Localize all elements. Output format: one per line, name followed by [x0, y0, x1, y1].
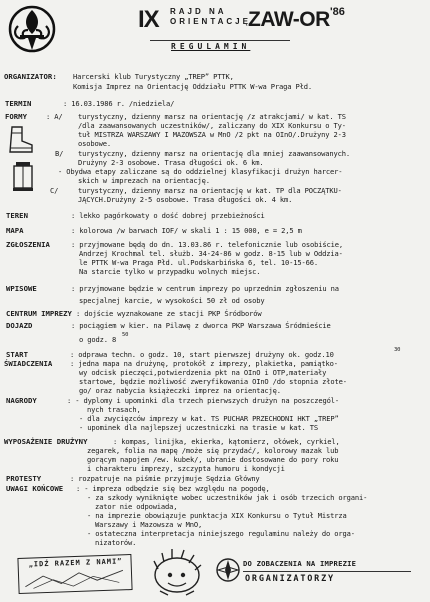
- equipment-line: gorącym napojem /ew. kubek/, ubranie dostosowane do pory roku: [87, 455, 339, 464]
- final-remark: Warszawy i Mazowsza w MnO,: [95, 520, 203, 529]
- benefits-line: : jedna mapa na drużynę, protokół z imprezy, plakietka, pamiątko-: [70, 359, 338, 368]
- classification-note: skich w imprezach na orientację.: [78, 176, 210, 185]
- start-line: : odprawa techn. o godz. 10, start pierwszej drużyny ok. godz.10: [70, 350, 334, 359]
- final-remarks-label: UWAGI KOŃCOWE: [6, 484, 64, 493]
- closing-signature: ORGANIZATORZY: [245, 574, 335, 584]
- equipment-label: WYPOSAŻENIE DRUŻYNY: [4, 437, 88, 446]
- prizes-line: - dla zwycięzców imprezy w kat. TS PUCHAR PRZECHODNI HKT „TREP”: [79, 414, 339, 423]
- map-value: : kolorowa /w barwach IOF/ w skali 1 : 15 000, e = 2,5 m: [71, 226, 302, 235]
- compass-rose-icon: [215, 557, 241, 583]
- date-value: : 16.03.1986 r. /niedziela/: [63, 99, 175, 108]
- lantern-icon: [10, 160, 36, 192]
- benefits-line: wy odcisk pieczęci,potwierdzenia pkt na OInO i OTP,materiały: [79, 368, 327, 377]
- form-a-line: turystyczny, dzienny marsz na orientację /z atrakcjami/ w kat. TS: [78, 112, 346, 121]
- organizer-line: Harcerski klub Turystyczny „TREP” PTTK,: [73, 72, 234, 81]
- fee-label: WPISOWE: [6, 284, 37, 293]
- event-title: ZAW-OR: [248, 8, 330, 31]
- event-center-value: : dojście wyznakowane ze stacji PKP Śródborów: [76, 309, 262, 318]
- boot-icon: [8, 125, 36, 155]
- final-remark: zator nie odpowiada,: [95, 502, 178, 511]
- form-a-line: tuł MISTRZA WARSZAWY I MAZOWSZA w MnO /2 pkt na OInO/.Drużyny 2-3: [78, 130, 346, 139]
- document-title: REGULAMIN: [171, 42, 251, 51]
- organizer-label: ORGANIZATOR:: [4, 72, 57, 81]
- benefits-line: go/ oraz nabycia książeczki imprez na orientację.: [79, 386, 281, 395]
- event-center-label: CENTRUM IMPREZY: [6, 309, 72, 318]
- fee-line: specjalnej karcie, w wysokości 50 zł od osoby: [79, 296, 265, 305]
- slogan-stamp: [17, 554, 132, 594]
- form-b-marker: B/: [55, 149, 64, 158]
- form-c-line: turystyczny, dzienny marsz na orientację w kat. TP dla POCZĄTKU-: [78, 186, 342, 195]
- forms-label: FORMY: [5, 112, 27, 121]
- map-sketch-icon: [23, 567, 128, 591]
- fee-line: : przyjmowane będzie w centrum imprezy po uprzednim zgłoszeniu na: [71, 284, 339, 293]
- mascot-hedgehog-icon: [150, 545, 204, 597]
- classification-note: - Obydwa etapy zaliczane są do oddzielnej klasyfikacji drużyn harcer-: [58, 167, 343, 176]
- transport-time: o godz. 8: [79, 335, 117, 344]
- closing-rule: [243, 571, 411, 572]
- start-time-minutes: 30: [394, 347, 401, 353]
- slogan-text: „IDŹ RAZEM Z NAMI”: [28, 557, 123, 569]
- form-a-marker: : A/: [46, 112, 63, 121]
- registration-line: le PTTK W-wa Praga Płd. ul.Podskarbińska 6, tel. 10-15-66.: [79, 258, 319, 267]
- prizes-label: NAGRODY: [6, 396, 37, 405]
- prizes-line: - upominek dla najlepszej uczestniczki na trasie w kat. TS: [79, 423, 319, 432]
- registration-line: Andrzej Krochmal tel. służb. 34-24-86 w godz. 8-15 lub w Oddzia-: [79, 249, 343, 258]
- fleur-de-lis-logo-icon: [6, 4, 58, 54]
- equipment-line: : kompas, linijka, ekierka, kątomierz, ołówek, cyrkiel,: [113, 437, 340, 446]
- closing-greeting: DO ZOBACZENIA NA IMPREZIE: [243, 559, 357, 568]
- transport-line: : pociągiem w kier. na Pilawę z dworca PKP Warszawa Śródmieście: [71, 321, 331, 330]
- protests-value: : rozpatruje na piśmie przyjmuje Sędzia Główny: [70, 474, 260, 483]
- rally-word: RAJD NA: [170, 7, 227, 16]
- protests-label: PROTESTY: [6, 474, 42, 483]
- registration-line: Na starcie tylko w przypadku wolnych miejsc.: [79, 267, 261, 276]
- prizes-line: : - dyplomy i upominki dla trzech pierwszych drużyn na poszczegól-: [67, 396, 339, 405]
- equipment-line: i charakteru imprezy, szczypta humoru i kondycji: [87, 464, 285, 473]
- edition-number: IX: [138, 6, 159, 33]
- terrain-value: : lekko pagórkowaty o dość dobrej przebieżności: [71, 211, 265, 220]
- final-remark: nizatorów.: [95, 538, 137, 547]
- benefits-label: ŚWIADCZENIA: [4, 359, 53, 368]
- title-rule: [150, 40, 290, 41]
- final-remark: - na imprezie obowiązuje punktacja XIX Konkursu o Tytuł Mistrza: [87, 511, 347, 520]
- terrain-label: TEREN: [6, 211, 28, 220]
- form-a-line: osobowe.: [78, 139, 111, 148]
- scout-emblem: [6, 4, 58, 54]
- registration-line: : przyjmowane będą do dn. 13.03.86 r. telefonicznie lub osobiście,: [71, 240, 343, 249]
- form-b-line: Drużyny 2-3 osobowe. Trasa długości ok. 6 km.: [78, 158, 264, 167]
- registration-label: ZGŁOSZENIA: [6, 240, 50, 249]
- orientation-word: ORIENTACJĘ: [170, 17, 251, 26]
- start-label: START: [6, 350, 28, 359]
- form-c-line: JĄCYCH.Drużyny 2-5 osobowe. Trasa długości ok. 4 km.: [78, 195, 293, 204]
- final-remark: - za szkody wyniknięte wobec uczestników jak i osób trzecich organi-: [87, 493, 368, 502]
- final-remark: - ostateczna interpretacja niniejszego regulaminu należy do orga-: [87, 529, 355, 538]
- closing-box: [215, 557, 415, 587]
- form-c-marker: C/: [50, 186, 59, 195]
- form-a-line: /dla zaawansowanych uczestników/, zaliczany do XIX Konkursu o Ty-: [78, 121, 346, 130]
- equipment-line: zegarek, folia na mapę /może się przydać/, kolorowy mazak lub: [87, 446, 339, 455]
- date-label: TERMIN: [5, 99, 32, 108]
- transport-time-minutes: 50: [122, 332, 129, 338]
- prizes-line: nych trasach,: [87, 405, 141, 414]
- organizer-line: Komisja Imprez na Orientację Oddziału PTTK W-wa Praga Płd.: [73, 82, 313, 91]
- map-label: MAPA: [6, 226, 24, 235]
- final-remark: : - impreza odbędzie się bez względu na pogodę,: [76, 484, 270, 493]
- form-b-line: turystyczny, dzienny marsz na orientację dla mniej zaawansowanych.: [78, 149, 350, 158]
- event-year: '86: [330, 6, 345, 18]
- transport-label: DOJAZD: [6, 321, 33, 330]
- benefits-line: startowe, będzie możliwość zweryfikowania OInO /do stopnia złote-: [79, 377, 347, 386]
